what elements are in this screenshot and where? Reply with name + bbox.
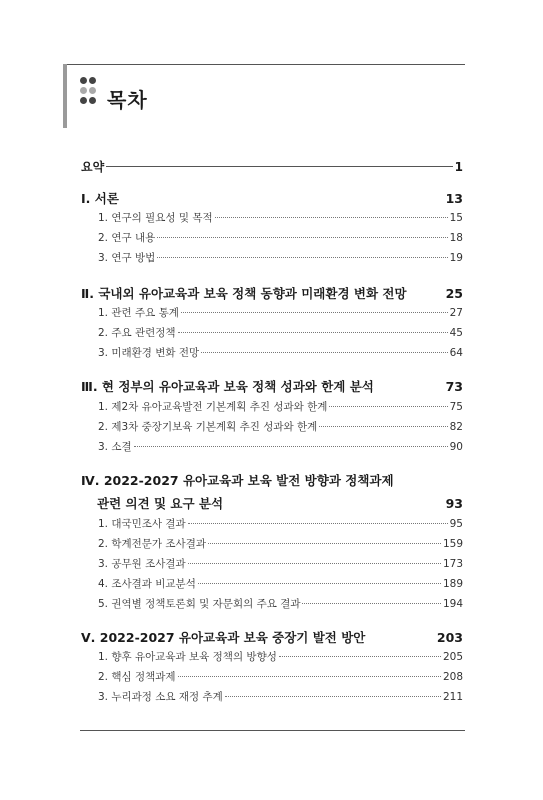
toc-item-label: 2. 제3차 중장기보육 기본계획 추진 성과와 한계 [98, 421, 318, 433]
toc-chapter-4[interactable] [97, 494, 463, 512]
toc-item-label: 3. 공무원 조사결과 [98, 558, 186, 570]
toc-item-page: 45 [449, 327, 463, 339]
toc-item-page: 82 [449, 421, 463, 433]
toc-chapter-page: 13 [445, 191, 463, 206]
toc-item-label: 3. 소결 [98, 441, 132, 453]
toc-item[interactable] [98, 419, 463, 434]
toc-item-label: 5. 권역별 정책토론회 및 자문회의 주요 결과 [98, 598, 301, 610]
toc-item-page: 194 [442, 598, 463, 610]
dotted-leader [319, 426, 447, 427]
leader-line [106, 166, 452, 167]
dotted-leader [157, 257, 447, 258]
toc-entry-label: 요약 [81, 160, 105, 174]
toc-item[interactable] [98, 345, 463, 360]
toc-item-label: 1. 연구의 필요성 및 목적 [98, 212, 213, 224]
toc-item-label: 4. 조사결과 비교분석 [98, 578, 196, 590]
toc-item-label: 2. 핵심 정책과제 [98, 671, 176, 683]
toc-item-label: 1. 대국민조사 결과 [98, 518, 186, 530]
toc-chapter-label: Ⅳ. 2022-2027 유아교육과 보육 발전 방향과 정책과제 [81, 473, 394, 488]
top-rule [66, 64, 465, 65]
dotted-leader [215, 217, 448, 218]
toc-item[interactable] [98, 210, 463, 225]
toc-chapter-1[interactable] [81, 189, 463, 207]
toc-item-page: 15 [449, 212, 463, 224]
toc-item-page: 19 [449, 252, 463, 264]
toc-item-label: 3. 연구 방법 [98, 252, 156, 264]
dotted-leader [302, 603, 440, 604]
bullet-dots-icon [80, 77, 102, 107]
toc-chapter-5[interactable] [81, 628, 463, 646]
toc-item[interactable] [98, 305, 463, 320]
toc-item[interactable] [98, 439, 463, 454]
toc-chapter-label: Ⅱ. 국내외 유아교육과 보육 정책 동향과 미래환경 변화 전망 [81, 286, 407, 301]
toc-item-page: 159 [442, 538, 463, 550]
dotted-leader [208, 543, 441, 544]
page-title: 목차 [107, 88, 148, 112]
toc-item-page: 75 [449, 401, 463, 413]
toc-summary-entry[interactable] [81, 158, 463, 175]
dotted-leader [178, 676, 441, 677]
toc-item-label: 1. 향후 유아교육과 보육 정책의 방향성 [98, 651, 277, 663]
toc-item[interactable] [98, 325, 463, 340]
toc-item-page: 95 [449, 518, 463, 530]
toc-chapter-3[interactable] [81, 377, 463, 395]
toc-chapter-page: 25 [445, 286, 463, 301]
dotted-leader [178, 332, 448, 333]
dotted-leader [198, 583, 441, 584]
dotted-leader [157, 237, 447, 238]
toc-item[interactable] [98, 596, 463, 611]
toc-item-label: 2. 주요 관련정책 [98, 327, 176, 339]
toc-chapter-label: Ⅰ. 서론 [81, 191, 119, 206]
toc-item-label: 2. 학계전문가 조사결과 [98, 538, 206, 550]
dotted-leader [329, 406, 447, 407]
toc-item[interactable] [98, 689, 463, 704]
toc-item[interactable] [98, 576, 463, 591]
dotted-leader [188, 523, 448, 524]
toc-item[interactable] [98, 556, 463, 571]
toc-chapter-label: 관련 의견 및 요구 분석 [97, 496, 224, 511]
dotted-leader [225, 696, 441, 697]
toc-item-label: 3. 누리과정 소요 재정 추계 [98, 691, 223, 703]
toc-chapter-page: 93 [445, 496, 463, 511]
toc-item-page: 208 [442, 671, 463, 683]
dotted-leader [188, 563, 441, 564]
toc-chapter-2[interactable] [81, 284, 463, 302]
toc-item[interactable] [98, 536, 463, 551]
toc-item-page: 205 [442, 651, 463, 663]
toc-item[interactable] [98, 250, 463, 265]
toc-item-page: 173 [442, 558, 463, 570]
toc-item-page: 189 [442, 578, 463, 590]
toc-item-page: 27 [449, 307, 463, 319]
toc-chapter-label: Ⅴ. 2022-2027 유아교육과 보육 중장기 발전 방안 [81, 630, 366, 645]
toc-item[interactable] [98, 516, 463, 531]
dotted-leader [201, 352, 447, 353]
toc-item[interactable] [98, 230, 463, 245]
dotted-leader [181, 312, 448, 313]
toc-item-page: 18 [449, 232, 463, 244]
toc-item-label: 3. 미래환경 변화 전망 [98, 347, 200, 359]
toc-item[interactable] [98, 669, 463, 684]
toc-item-label: 1. 관련 주요 통계 [98, 307, 179, 319]
toc-entry-page: 1 [454, 160, 463, 174]
toc-item[interactable] [98, 649, 463, 664]
toc-chapter-page: 203 [436, 630, 463, 645]
toc-item[interactable] [98, 399, 463, 414]
toc-item-page: 90 [449, 441, 463, 453]
toc-item-label: 2. 연구 내용 [98, 232, 156, 244]
dotted-leader [279, 656, 441, 657]
toc-item-label: 1. 제2차 유아교육발전 기본계획 추진 성과와 한계 [98, 401, 328, 413]
toc-item-page: 211 [442, 691, 463, 703]
dotted-leader [134, 446, 448, 447]
toc-chapter-page: 73 [445, 379, 463, 394]
toc-item-page: 64 [449, 347, 463, 359]
bottom-rule [80, 730, 465, 731]
toc-chapter-label: Ⅲ. 현 정부의 유아교육과 보육 정책 성과와 한계 분석 [81, 379, 374, 394]
toc-chapter-4-title-line1[interactable] [81, 471, 463, 489]
title-accent-bar [63, 64, 67, 128]
